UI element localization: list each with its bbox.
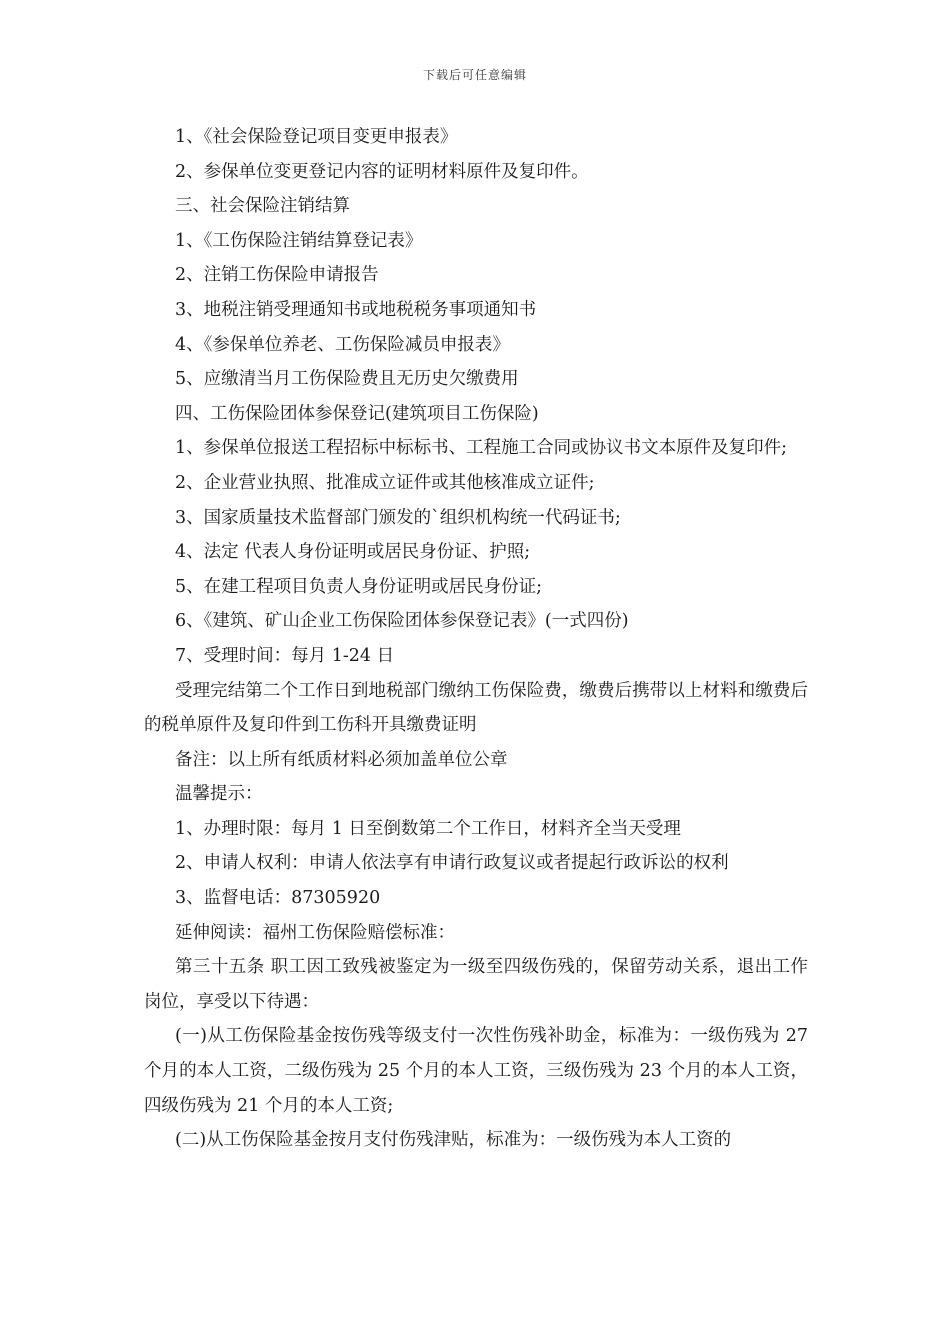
paragraph: 4、《参保单位养老、工伤保险减员申报表》 — [175, 334, 510, 355]
paragraph: 2、参保单位变更登记内容的证明材料原件及复印件。 — [175, 161, 589, 182]
paragraph: 5、在建工程项目负责人身份证明或居民身份证; — [175, 576, 543, 597]
paragraph: 1、《社会保险登记项目变更申报表》 — [175, 127, 458, 147]
document-body — [144, 120, 808, 1158]
section-heading: 延伸阅读：福州工伤保险赔偿标准： — [175, 922, 455, 943]
paragraph: 3、国家质量技术监督部门颁发的`组织机构统一代码证书; — [175, 507, 621, 528]
paragraph: 1、办理时限：每月 1 日至倒数第二个工作日，材料齐全当天受理 — [175, 818, 681, 839]
paragraph: 1、参保单位报送工程招标中标标书、工程施工合同或协议书文本原件及复印件; — [175, 438, 788, 459]
tips-heading: 温馨提示： — [175, 784, 263, 805]
paragraph: 3、地税注销受理通知书或地税税务事项通知书 — [175, 299, 537, 320]
paragraph: (二)从工伤保险基金按月支付伤残津贴，标准为：一级伤残为本人工资的 — [175, 1130, 732, 1151]
note: 备注：以上所有纸质材料必须加盖单位公章 — [175, 749, 508, 770]
page-header: 下载后可任意编辑 — [422, 68, 527, 82]
section-heading: 四、工伤保险团体参保登记(建筑项目工伤保险) — [175, 403, 539, 424]
section-heading: 三、社会保险注销结算 — [175, 196, 350, 217]
paragraph: 1、《工伤保险注销结算登记表》 — [175, 230, 423, 251]
paragraph: 5、应缴清当月工伤保险费且无历史欠缴费用 — [175, 369, 519, 390]
paragraph: (一)从工伤保险基金按伤残等级支付一次性伤残补助金，标准为：一级伤残为 27 个月的本人工资，二级伤残为 25 个月的本人工资，三级伤残为 23 个月的本人工资，四级伤残为 21 个月的本人工资; — [144, 1026, 808, 1116]
paragraph: 第三十五条 职工因工致残被鉴定为一级至四级伤残的，保留劳动关系，退出工作岗位，享受以下待遇： — [144, 957, 808, 1012]
paragraph: 4、法定 代表人身份证明或居民身份证、护照; — [175, 542, 531, 563]
paragraph: 7、受理时间：每月 1-24 日 — [175, 645, 395, 666]
paragraph: 2、企业营业执照、批准成立证件或其他核准成立证件; — [175, 472, 595, 493]
paragraph: 2、注销工伤保险申请报告 — [175, 265, 379, 286]
paragraph: 6、《建筑、矿山企业工伤保险团体参保登记表》(一式四份) — [175, 611, 629, 632]
paragraph: 2、申请人权利：申请人依法享有申请行政复议或者提起行政诉讼的权利 — [175, 853, 729, 874]
paragraph: 受理完结第二个工作日到地税部门缴纳工伤保险费，缴费后携带以上材料和缴费后的税单原件及复印件到工伤科开具缴费证明 — [144, 680, 808, 736]
supervision-phone: 3、监督电话：87305920 — [175, 888, 381, 909]
